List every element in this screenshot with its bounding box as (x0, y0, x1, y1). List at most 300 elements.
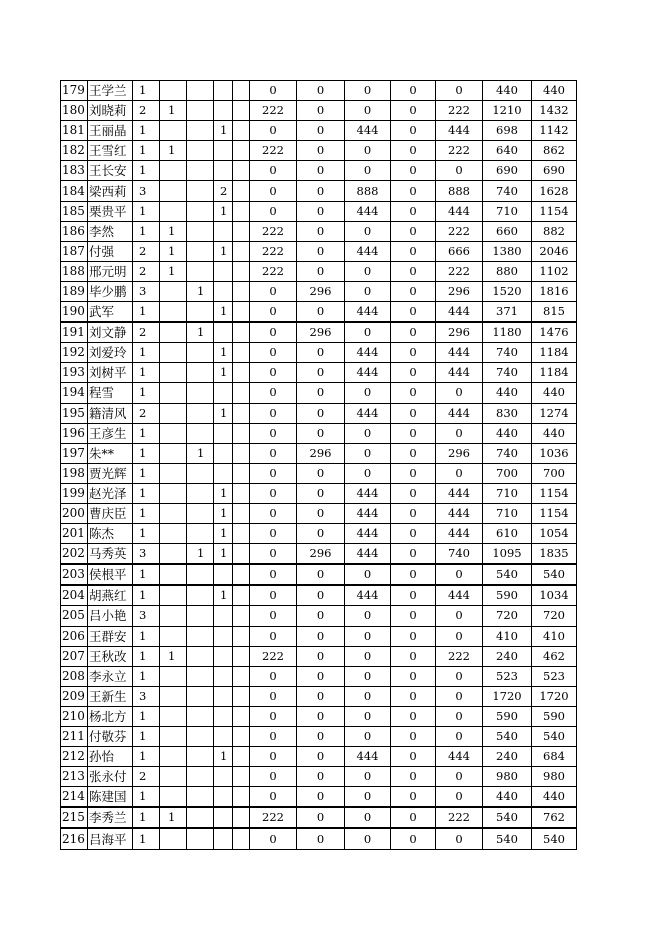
table-row (61, 261, 577, 281)
amount-a-cell: 0 (250, 564, 297, 585)
amount-a-cell: 0 (250, 787, 297, 808)
amount-b-cell: 0 (297, 503, 345, 523)
name-cell: 付敬芬 (88, 727, 133, 747)
flag-c-cell (214, 383, 233, 403)
row-number-cell: 185 (61, 201, 88, 221)
flag-c-cell (214, 666, 233, 686)
flag-b-cell (187, 343, 214, 363)
amount-a-cell: 0 (250, 403, 297, 423)
amount-a-cell: 0 (250, 322, 297, 343)
subtotal-cell: 444 (436, 747, 483, 767)
amount-b-cell: 296 (297, 281, 345, 301)
row-number-cell: 211 (61, 727, 88, 747)
table-row (61, 626, 577, 646)
row-number-cell: 214 (61, 787, 88, 808)
amount-c-cell: 444 (345, 585, 391, 606)
flag-b-cell (187, 807, 214, 828)
flag-d-cell (233, 564, 250, 585)
amount-d-cell: 0 (391, 767, 436, 787)
subtotal-cell: 0 (436, 686, 483, 706)
table-row (61, 423, 577, 443)
amount-c-cell: 444 (345, 503, 391, 523)
name-cell: 吕小艳 (88, 606, 133, 626)
amount-d-cell: 0 (391, 787, 436, 808)
count-cell: 1 (133, 564, 160, 585)
total-cell: 862 (532, 141, 577, 161)
base-cell: 540 (483, 828, 532, 849)
amount-b-cell: 0 (297, 161, 345, 181)
count-cell: 1 (133, 524, 160, 544)
subtotal-cell: 0 (436, 787, 483, 808)
total-cell: 440 (532, 81, 577, 101)
flag-d-cell (233, 524, 250, 544)
base-cell: 640 (483, 141, 532, 161)
amount-c-cell: 0 (345, 443, 391, 463)
name-cell: 刘晓莉 (88, 101, 133, 121)
flag-a-cell: 1 (160, 261, 187, 281)
subtotal-cell: 888 (436, 181, 483, 201)
row-number-cell: 180 (61, 101, 88, 121)
count-cell: 3 (133, 686, 160, 706)
flag-c-cell (214, 787, 233, 808)
row-number-cell: 179 (61, 81, 88, 101)
base-cell: 240 (483, 747, 532, 767)
flag-b-cell (187, 706, 214, 726)
amount-c-cell: 0 (345, 828, 391, 849)
amount-d-cell: 0 (391, 544, 436, 565)
count-cell: 1 (133, 483, 160, 503)
row-number-cell: 203 (61, 564, 88, 585)
flag-d-cell (233, 626, 250, 646)
total-cell: 684 (532, 747, 577, 767)
amount-d-cell: 0 (391, 343, 436, 363)
amount-c-cell: 0 (345, 666, 391, 686)
flag-a-cell: 1 (160, 646, 187, 666)
row-number-cell: 187 (61, 241, 88, 261)
base-cell: 1210 (483, 101, 532, 121)
total-cell: 1054 (532, 524, 577, 544)
amount-a-cell: 222 (250, 141, 297, 161)
flag-c-cell: 1 (214, 363, 233, 383)
total-cell: 590 (532, 706, 577, 726)
table-row (61, 524, 577, 544)
flag-c-cell (214, 686, 233, 706)
flag-b-cell (187, 585, 214, 606)
flag-a-cell (160, 363, 187, 383)
count-cell: 1 (133, 81, 160, 101)
amount-b-cell: 0 (297, 181, 345, 201)
table-row (61, 383, 577, 403)
name-cell: 王群安 (88, 626, 133, 646)
flag-d-cell (233, 483, 250, 503)
flag-b-cell (187, 181, 214, 201)
flag-a-cell: 1 (160, 101, 187, 121)
name-cell: 侯根平 (88, 564, 133, 585)
amount-b-cell: 296 (297, 443, 345, 463)
amount-d-cell: 0 (391, 161, 436, 181)
amount-c-cell: 0 (345, 686, 391, 706)
amount-d-cell: 0 (391, 423, 436, 443)
amount-c-cell: 0 (345, 626, 391, 646)
amount-d-cell: 0 (391, 221, 436, 241)
amount-c-cell: 0 (345, 606, 391, 626)
flag-c-cell (214, 221, 233, 241)
subtotal-cell: 222 (436, 807, 483, 828)
count-cell: 3 (133, 181, 160, 201)
name-cell: 刘文静 (88, 322, 133, 343)
name-cell: 程雪 (88, 383, 133, 403)
table-row (61, 322, 577, 343)
flag-b-cell (187, 81, 214, 101)
table-row (61, 686, 577, 706)
base-cell: 740 (483, 443, 532, 463)
flag-d-cell (233, 787, 250, 808)
amount-c-cell: 0 (345, 646, 391, 666)
flag-d-cell (233, 443, 250, 463)
total-cell: 440 (532, 383, 577, 403)
base-cell: 523 (483, 666, 532, 686)
amount-b-cell: 0 (297, 483, 345, 503)
amount-c-cell: 0 (345, 767, 391, 787)
amount-d-cell: 0 (391, 503, 436, 523)
subtotal-cell: 222 (436, 101, 483, 121)
row-number-cell: 199 (61, 483, 88, 503)
flag-c-cell (214, 161, 233, 181)
amount-b-cell: 0 (297, 646, 345, 666)
flag-d-cell (233, 302, 250, 323)
flag-b-cell (187, 767, 214, 787)
amount-b-cell: 0 (297, 666, 345, 686)
subtotal-cell: 296 (436, 322, 483, 343)
amount-d-cell: 0 (391, 81, 436, 101)
amount-c-cell: 444 (345, 302, 391, 323)
total-cell: 1036 (532, 443, 577, 463)
amount-c-cell: 0 (345, 706, 391, 726)
amount-c-cell: 444 (345, 483, 391, 503)
base-cell: 880 (483, 261, 532, 281)
table-row (61, 787, 577, 808)
subtotal-cell: 222 (436, 261, 483, 281)
amount-a-cell: 0 (250, 363, 297, 383)
amount-a-cell: 0 (250, 463, 297, 483)
flag-a-cell (160, 81, 187, 101)
amount-b-cell: 0 (297, 706, 345, 726)
amount-b-cell: 0 (297, 463, 345, 483)
flag-b-cell (187, 564, 214, 585)
flag-d-cell (233, 706, 250, 726)
amount-a-cell: 0 (250, 343, 297, 363)
total-cell: 1154 (532, 503, 577, 523)
subtotal-cell: 0 (436, 767, 483, 787)
table-row (61, 564, 577, 585)
name-cell: 朱** (88, 443, 133, 463)
count-cell: 1 (133, 363, 160, 383)
count-cell: 1 (133, 383, 160, 403)
flag-a-cell (160, 666, 187, 686)
amount-d-cell: 0 (391, 524, 436, 544)
subtotal-cell: 0 (436, 626, 483, 646)
flag-d-cell (233, 81, 250, 101)
flag-b-cell (187, 403, 214, 423)
name-cell: 王秋改 (88, 646, 133, 666)
table-row (61, 363, 577, 383)
base-cell: 440 (483, 81, 532, 101)
subtotal-cell: 444 (436, 585, 483, 606)
amount-b-cell: 0 (297, 141, 345, 161)
amount-b-cell: 0 (297, 261, 345, 281)
base-cell: 1180 (483, 322, 532, 343)
row-number-cell: 212 (61, 747, 88, 767)
table-row (61, 483, 577, 503)
subtotal-cell: 0 (436, 564, 483, 585)
total-cell: 2046 (532, 241, 577, 261)
table-row (61, 747, 577, 767)
flag-c-cell: 1 (214, 503, 233, 523)
count-cell: 1 (133, 221, 160, 241)
amount-c-cell: 444 (345, 241, 391, 261)
amount-c-cell: 0 (345, 161, 391, 181)
amount-c-cell: 0 (345, 141, 391, 161)
name-cell: 张永付 (88, 767, 133, 787)
name-cell: 王新生 (88, 686, 133, 706)
amount-b-cell: 0 (297, 767, 345, 787)
flag-b-cell: 1 (187, 443, 214, 463)
amount-b-cell: 0 (297, 101, 345, 121)
base-cell: 740 (483, 343, 532, 363)
amount-b-cell: 0 (297, 221, 345, 241)
base-cell: 440 (483, 423, 532, 443)
base-cell: 371 (483, 302, 532, 323)
flag-c-cell: 1 (214, 121, 233, 141)
count-cell: 2 (133, 403, 160, 423)
flag-d-cell (233, 666, 250, 686)
amount-b-cell: 0 (297, 423, 345, 443)
table-row (61, 666, 577, 686)
amount-c-cell: 0 (345, 807, 391, 828)
flag-b-cell (187, 646, 214, 666)
amount-d-cell: 0 (391, 606, 436, 626)
amount-d-cell: 0 (391, 646, 436, 666)
total-cell: 1184 (532, 363, 577, 383)
total-cell: 762 (532, 807, 577, 828)
flag-c-cell (214, 81, 233, 101)
flag-d-cell (233, 686, 250, 706)
name-cell: 付强 (88, 241, 133, 261)
amount-b-cell: 296 (297, 544, 345, 565)
name-cell: 王丽晶 (88, 121, 133, 141)
table-row (61, 443, 577, 463)
base-cell: 740 (483, 363, 532, 383)
base-cell: 660 (483, 221, 532, 241)
name-cell: 李然 (88, 221, 133, 241)
amount-c-cell: 0 (345, 261, 391, 281)
table-row (61, 81, 577, 101)
base-cell: 710 (483, 503, 532, 523)
amount-d-cell: 0 (391, 747, 436, 767)
flag-a-cell: 1 (160, 241, 187, 261)
table-row (61, 403, 577, 423)
amount-c-cell: 0 (345, 281, 391, 301)
amount-c-cell: 0 (345, 727, 391, 747)
amount-a-cell: 222 (250, 261, 297, 281)
base-cell: 690 (483, 161, 532, 181)
table-row (61, 828, 577, 849)
row-number-cell: 206 (61, 626, 88, 646)
table-row (61, 706, 577, 726)
flag-d-cell (233, 747, 250, 767)
name-cell: 胡燕红 (88, 585, 133, 606)
flag-d-cell (233, 201, 250, 221)
row-number-cell: 184 (61, 181, 88, 201)
row-number-cell: 200 (61, 503, 88, 523)
table-row (61, 343, 577, 363)
row-number-cell: 189 (61, 281, 88, 301)
row-number-cell: 210 (61, 706, 88, 726)
name-cell: 杨北方 (88, 706, 133, 726)
flag-d-cell (233, 121, 250, 141)
subtotal-cell: 0 (436, 706, 483, 726)
amount-d-cell: 0 (391, 383, 436, 403)
subtotal-cell: 444 (436, 524, 483, 544)
amount-d-cell: 0 (391, 181, 436, 201)
flag-a-cell (160, 161, 187, 181)
flag-b-cell (187, 524, 214, 544)
name-cell: 王彦生 (88, 423, 133, 443)
flag-d-cell (233, 463, 250, 483)
total-cell: 1184 (532, 343, 577, 363)
name-cell: 马秀英 (88, 544, 133, 565)
flag-a-cell (160, 706, 187, 726)
flag-b-cell (187, 363, 214, 383)
count-cell: 2 (133, 241, 160, 261)
flag-c-cell: 1 (214, 524, 233, 544)
row-number-cell: 216 (61, 828, 88, 849)
count-cell: 1 (133, 646, 160, 666)
amount-d-cell: 0 (391, 281, 436, 301)
amount-a-cell: 0 (250, 544, 297, 565)
amount-a-cell: 0 (250, 181, 297, 201)
row-number-cell: 213 (61, 767, 88, 787)
count-cell: 1 (133, 727, 160, 747)
row-number-cell: 202 (61, 544, 88, 565)
flag-b-cell: 1 (187, 281, 214, 301)
amount-a-cell: 0 (250, 121, 297, 141)
total-cell: 462 (532, 646, 577, 666)
flag-d-cell (233, 606, 250, 626)
flag-b-cell (187, 606, 214, 626)
row-number-cell: 204 (61, 585, 88, 606)
base-cell: 440 (483, 383, 532, 403)
amount-c-cell: 444 (345, 201, 391, 221)
count-cell: 1 (133, 343, 160, 363)
name-cell: 王雪红 (88, 141, 133, 161)
flag-a-cell (160, 383, 187, 403)
amount-d-cell: 0 (391, 807, 436, 828)
count-cell: 1 (133, 787, 160, 808)
flag-b-cell (187, 686, 214, 706)
amount-b-cell: 296 (297, 322, 345, 343)
flag-a-cell (160, 564, 187, 585)
amount-a-cell: 0 (250, 767, 297, 787)
amount-b-cell: 0 (297, 121, 345, 141)
name-cell: 李永立 (88, 666, 133, 686)
subtotal-cell: 296 (436, 281, 483, 301)
amount-b-cell: 0 (297, 201, 345, 221)
name-cell: 曹庆臣 (88, 503, 133, 523)
base-cell: 1380 (483, 241, 532, 261)
amount-d-cell: 0 (391, 828, 436, 849)
flag-c-cell (214, 101, 233, 121)
flag-b-cell (187, 261, 214, 281)
amount-b-cell: 0 (297, 363, 345, 383)
flag-a-cell (160, 463, 187, 483)
flag-a-cell (160, 443, 187, 463)
flag-c-cell (214, 141, 233, 161)
flag-a-cell: 1 (160, 141, 187, 161)
amount-a-cell: 0 (250, 483, 297, 503)
flag-a-cell (160, 767, 187, 787)
amount-d-cell: 0 (391, 141, 436, 161)
flag-c-cell: 1 (214, 544, 233, 565)
flag-a-cell (160, 322, 187, 343)
name-cell: 武军 (88, 302, 133, 323)
amount-c-cell: 0 (345, 383, 391, 403)
table-row (61, 807, 577, 828)
flag-b-cell (187, 101, 214, 121)
total-cell: 1034 (532, 585, 577, 606)
base-cell: 710 (483, 201, 532, 221)
table-row (61, 141, 577, 161)
amount-b-cell: 0 (297, 626, 345, 646)
amount-a-cell: 0 (250, 706, 297, 726)
table-row (61, 727, 577, 747)
name-cell: 王长安 (88, 161, 133, 181)
count-cell: 1 (133, 626, 160, 646)
total-cell: 690 (532, 161, 577, 181)
count-cell: 1 (133, 141, 160, 161)
row-number-cell: 197 (61, 443, 88, 463)
subtotal-cell: 444 (436, 302, 483, 323)
flag-c-cell (214, 564, 233, 585)
subtotal-cell: 0 (436, 383, 483, 403)
table-row (61, 121, 577, 141)
count-cell: 1 (133, 807, 160, 828)
table-row (61, 101, 577, 121)
amount-c-cell: 0 (345, 463, 391, 483)
flag-c-cell: 2 (214, 181, 233, 201)
amount-a-cell: 0 (250, 666, 297, 686)
flag-d-cell (233, 544, 250, 565)
flag-d-cell (233, 281, 250, 301)
flag-b-cell: 1 (187, 544, 214, 565)
amount-b-cell: 0 (297, 81, 345, 101)
amount-a-cell: 222 (250, 241, 297, 261)
flag-a-cell (160, 626, 187, 646)
base-cell: 740 (483, 181, 532, 201)
flag-c-cell: 1 (214, 403, 233, 423)
flag-d-cell (233, 363, 250, 383)
count-cell: 1 (133, 423, 160, 443)
count-cell: 1 (133, 302, 160, 323)
amount-d-cell: 0 (391, 101, 436, 121)
flag-b-cell (187, 423, 214, 443)
name-cell: 李秀兰 (88, 807, 133, 828)
amount-b-cell: 0 (297, 727, 345, 747)
count-cell: 1 (133, 503, 160, 523)
amount-a-cell: 0 (250, 524, 297, 544)
flag-b-cell (187, 666, 214, 686)
flag-a-cell (160, 544, 187, 565)
